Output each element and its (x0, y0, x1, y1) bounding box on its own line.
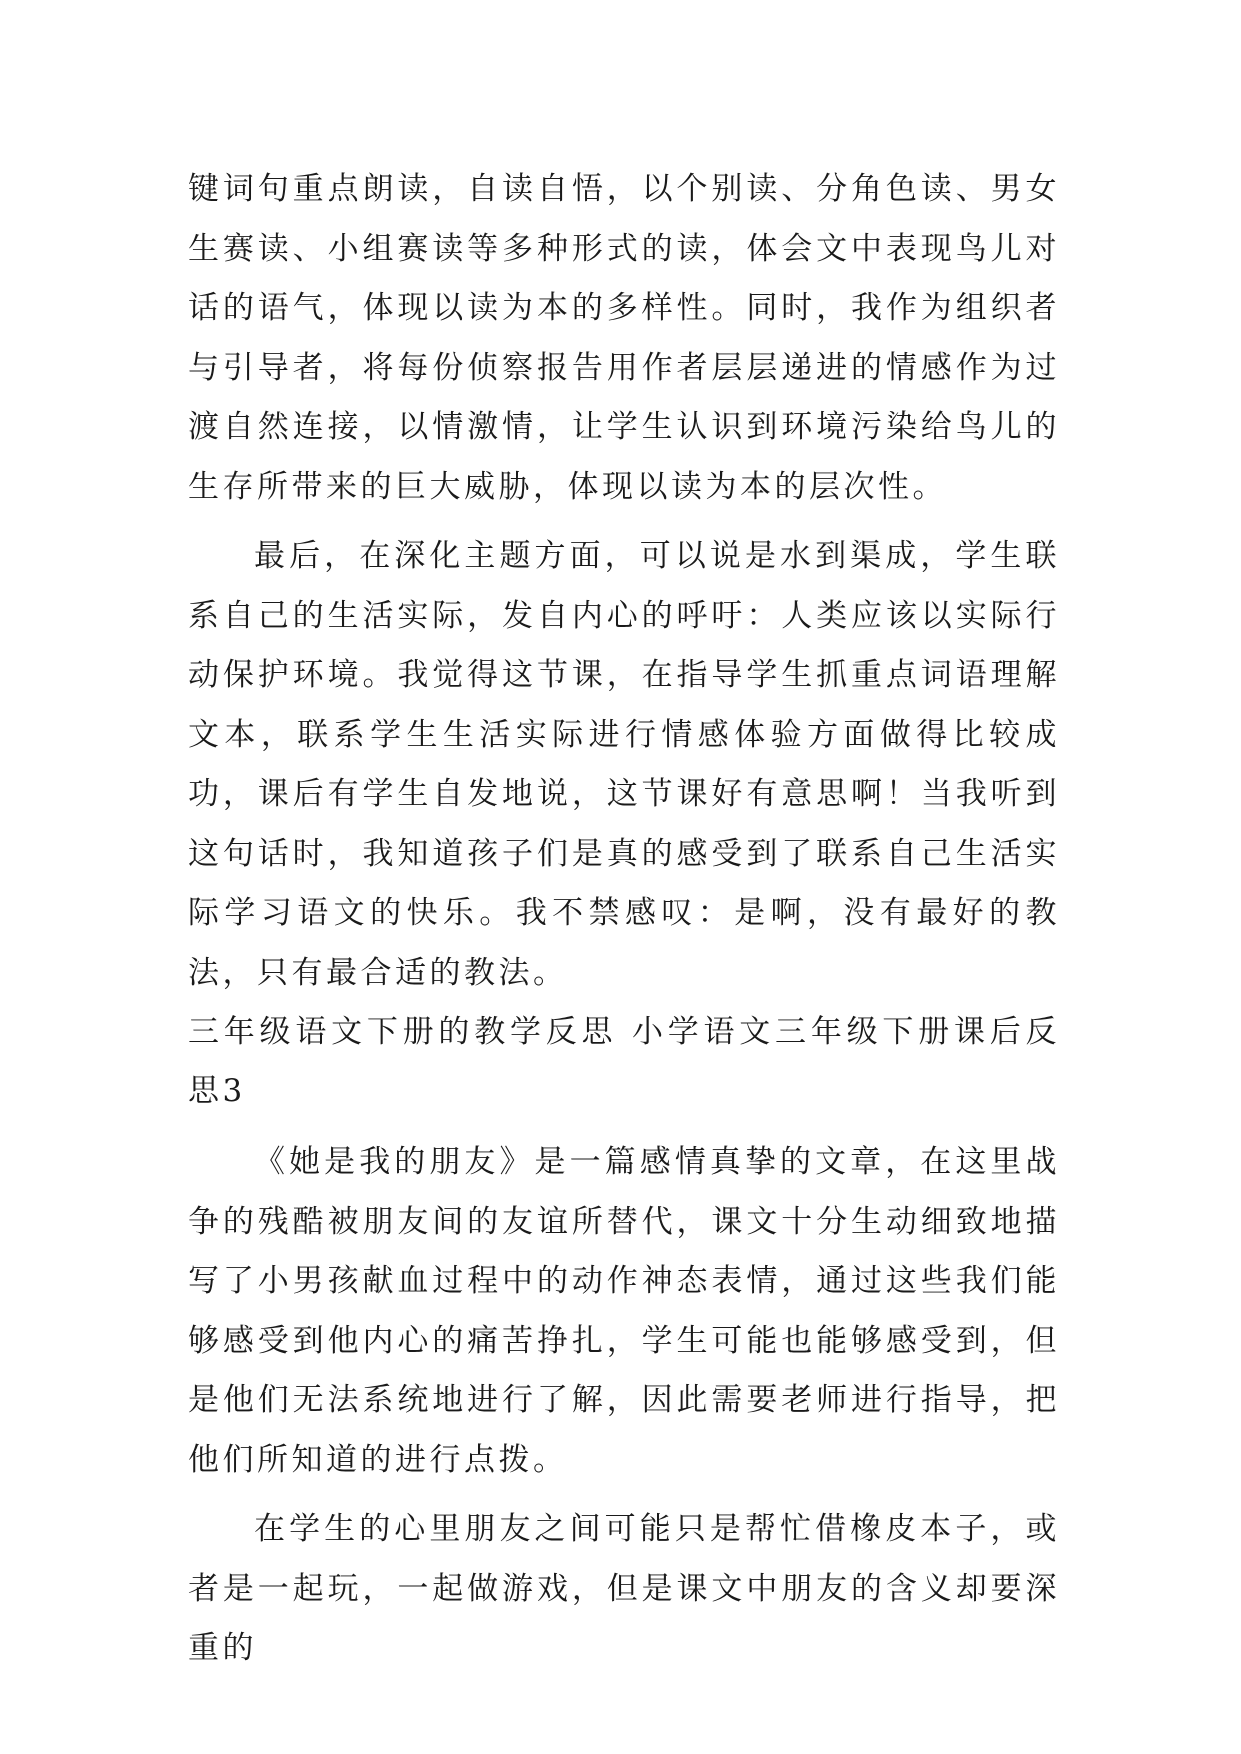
body-paragraph-continued: 键词句重点朗读，自读自悟，以个别读、分角色读、男女生赛读、小组赛读等多种形式的读，体会文中表现鸟儿对话的语气，体现以读为本的多样性。同时，我作为组织者与引导者，将每份侦察报告用作者层层递进的情感作为过渡自然连接，以情激情，让学生认识到环境污染给鸟儿的生存所带来的巨大威胁，体现以读为本的层次性。 (188, 171, 1060, 505)
section-paragraph-intro: 《她是我的朋友》是一篇感情真挚的文章，在这里战争的残酷被朋友间的友谊所替代，课文十分生动细致地描写了小男孩献血过程中的动作神态表情，通过这些我们能够感受到他内心的痛苦挣扎，学生可能也能够感受到，但是他们无法系统地进行了解，因此需要老师进行指导，把他们所知道的进行点拨。 (188, 1144, 1060, 1478)
section-title: 三年级语文下册的教学反思 小学语文三年级下册课后反思3 (188, 1014, 1060, 1109)
document-body (188, 160, 1060, 1679)
body-paragraph-conclusion: 最后，在深化主题方面，可以说是水到渠成，学生联系自己的生活实际，发自内心的呼吁：人类应该以实际行动保护环境。我觉得这节课，在指导学生抓重点词语理解文本，联系学生生活实际进行情感体验方面做得比较成功，课后有学生自发地说，这节课好有意思啊！当我听到这句话时，我知道孩子们是真的感受到了联系自己生活实际学习语文的快乐。我不禁感叹：是啊，没有最好的教法，只有最合适的教法。 (188, 538, 1060, 991)
section-paragraph-friendship: 在学生的心里朋友之间可能只是帮忙借橡皮本子，或者是一起玩，一起做游戏，但是课文中朋友的含义却要深重的 (188, 1511, 1060, 1666)
